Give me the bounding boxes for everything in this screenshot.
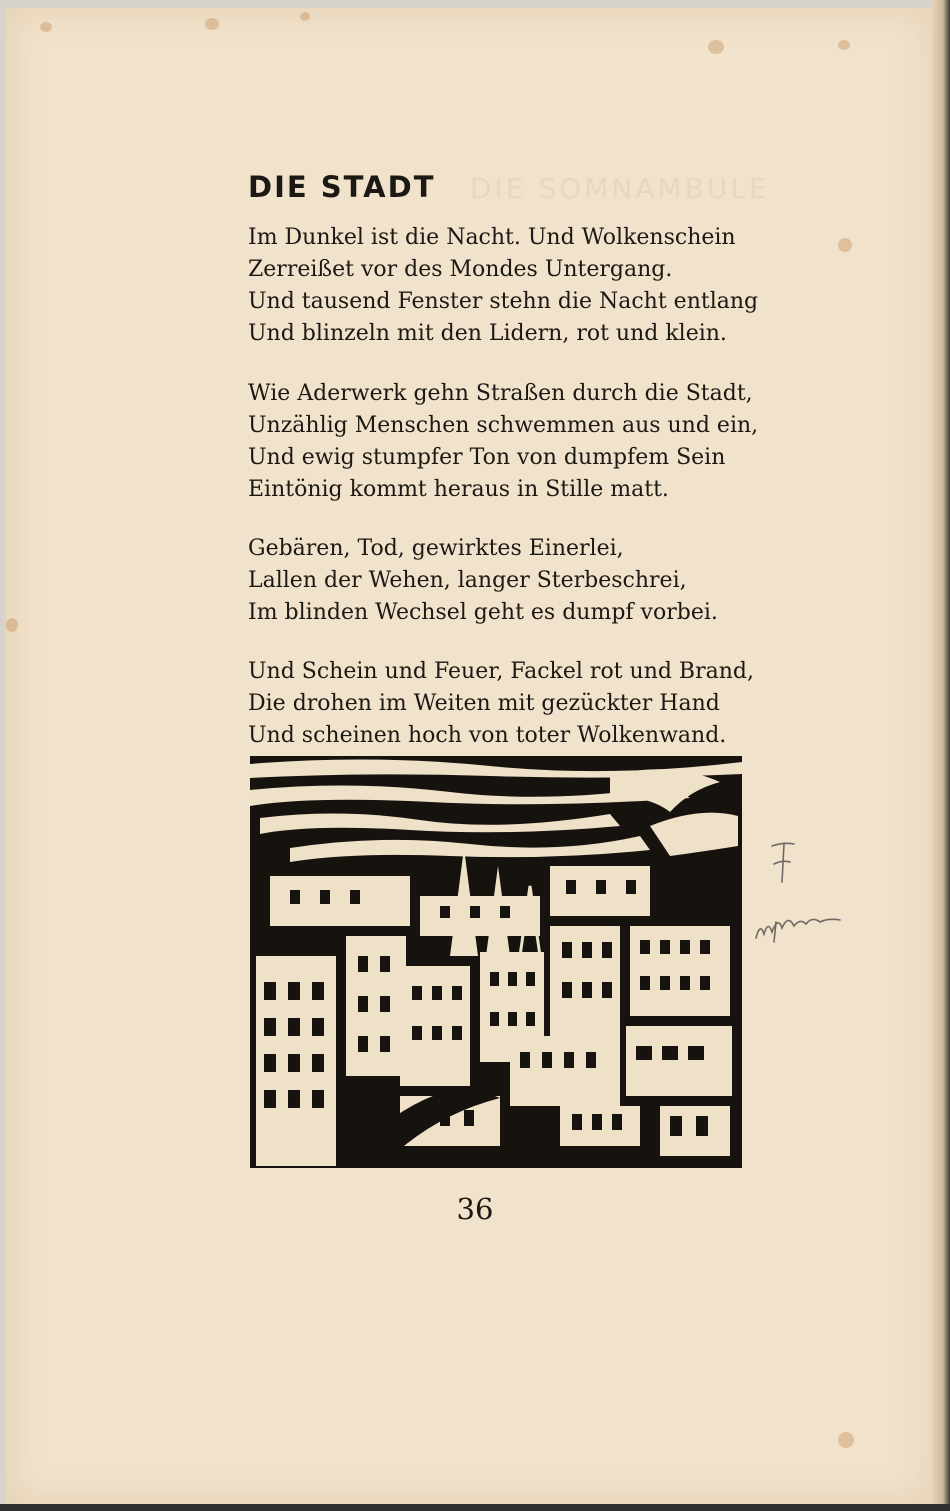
poem-line: Lallen der Wehen, langer Sterbeschrei, xyxy=(248,568,687,593)
stanza xyxy=(248,378,758,506)
poem-line: Im Dunkel ist die Nacht. Und Wolkenschein xyxy=(248,225,736,250)
poem-line: Und scheinen hoch von toter Wolkenwand. xyxy=(248,723,727,748)
show-through-text: DIE SOMNAMBULE xyxy=(470,172,770,205)
page-number: 36 xyxy=(456,1192,494,1226)
stanza xyxy=(248,222,758,350)
poem-line: Eintönig kommt heraus in Stille matt. xyxy=(248,477,669,502)
poem-line: Unzählig Menschen schwemmen aus und ein, xyxy=(248,413,759,438)
poem-line: Und Schein und Feuer, Fackel rot und Brand, xyxy=(248,659,754,684)
foxing-spot xyxy=(6,618,18,632)
poem-line: Die drohen im Weiten mit gezückter Hand xyxy=(248,691,720,716)
city-woodcut-illustration xyxy=(250,756,742,1168)
foxing-spot xyxy=(838,238,852,252)
poem-line: Und tausend Fenster stehn die Nacht entlang xyxy=(248,289,759,314)
stanza xyxy=(248,533,718,629)
stanza xyxy=(248,656,754,752)
poem-line: Im blinden Wechsel geht es dumpf vorbei. xyxy=(248,600,718,625)
foxing-spot xyxy=(838,40,850,50)
foxing-spot xyxy=(40,22,52,32)
poem-title: DIE STADT xyxy=(248,170,436,204)
foxing-spot xyxy=(708,40,724,54)
poem-line: Gebären, Tod, gewirktes Einerlei, xyxy=(248,536,624,561)
pencil-signature-image xyxy=(750,838,850,948)
foxing-spot xyxy=(205,18,219,30)
poem-line: Wie Aderwerk gehn Straßen durch die Stadt, xyxy=(248,381,753,406)
poem-line: Und blinzeln mit den Lidern, rot und klein. xyxy=(248,321,727,346)
poem-line: Und ewig stumpfer Ton von dumpfem Sein xyxy=(248,445,726,470)
foxing-spot xyxy=(300,12,310,21)
poem-line: Zerreißet vor des Mondes Untergang. xyxy=(248,257,673,282)
foxing-spot xyxy=(838,1432,854,1448)
page-bottom-edge xyxy=(0,1504,950,1511)
page-edge xyxy=(932,0,950,1511)
